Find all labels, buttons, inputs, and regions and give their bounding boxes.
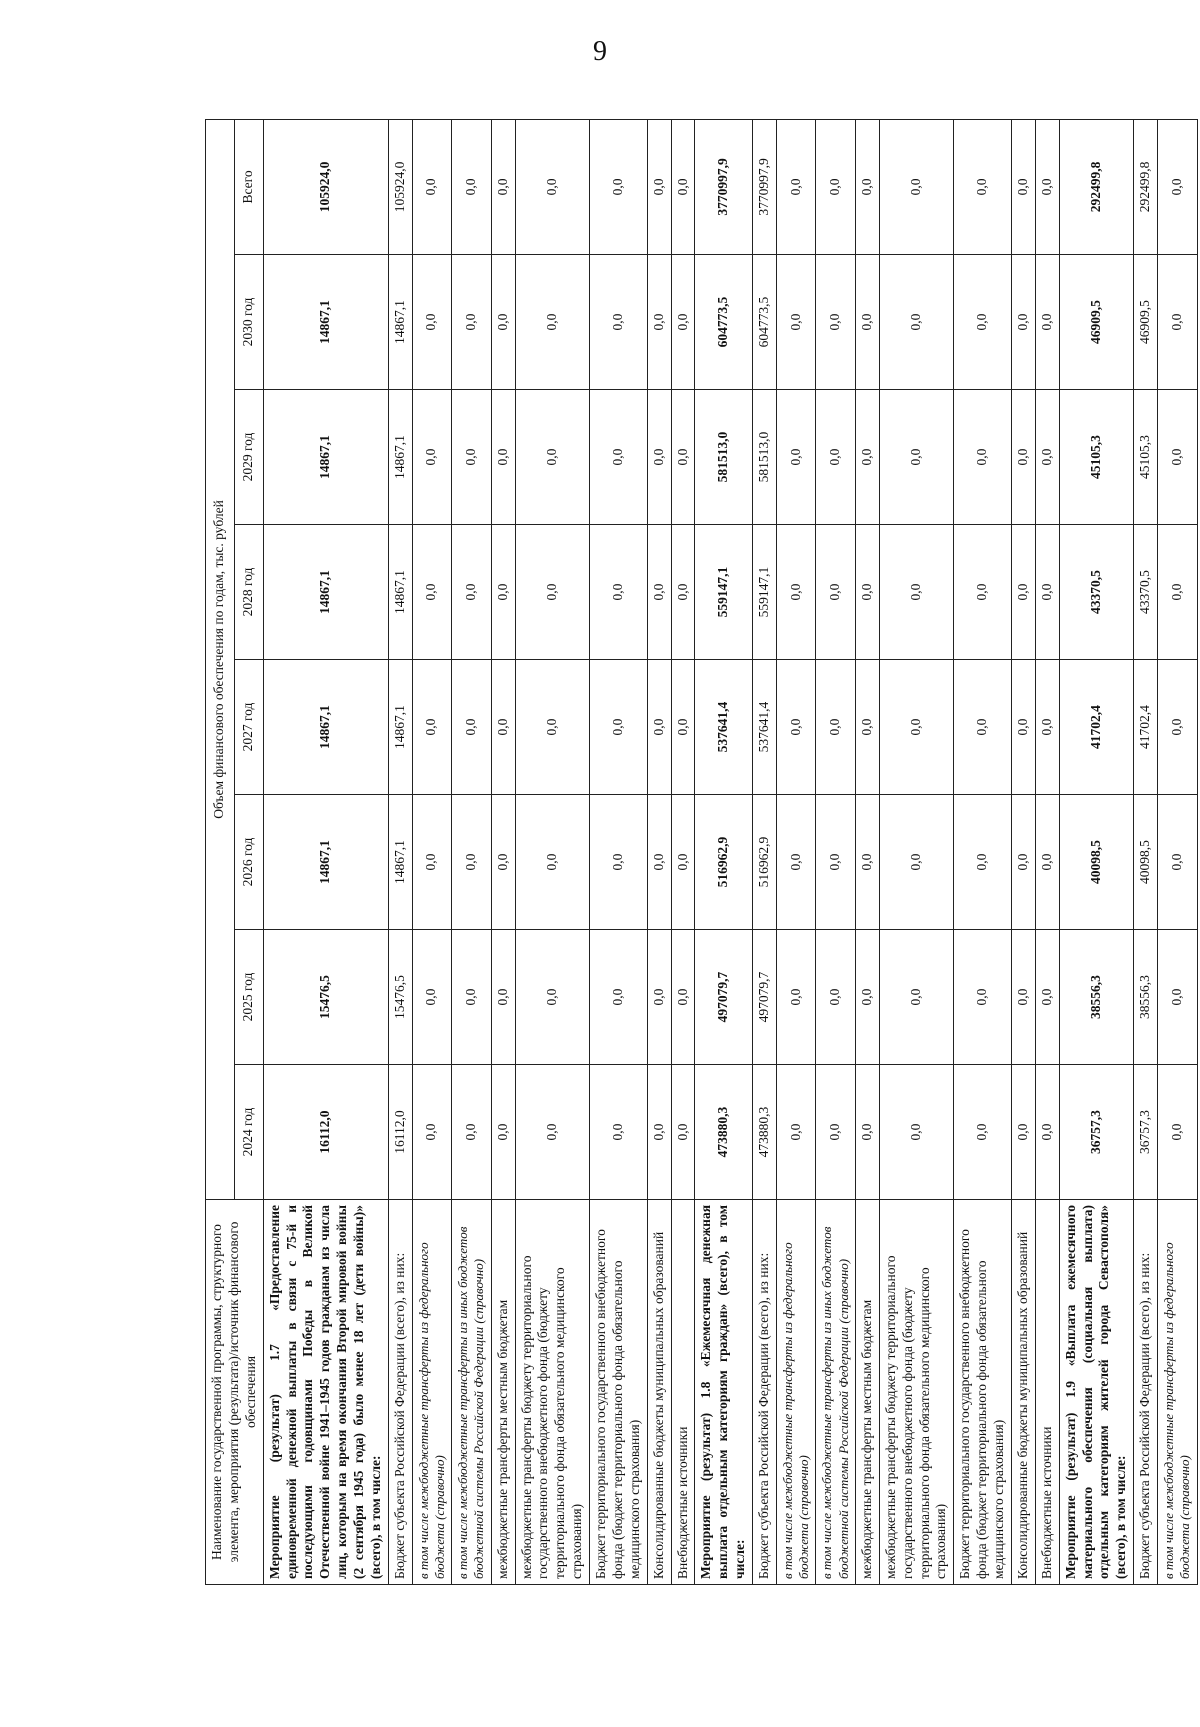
header-year: 2030 год <box>234 255 263 390</box>
row-value-cell: 0,0 <box>491 795 515 930</box>
row-value-cell: 0,0 <box>515 390 590 525</box>
row-total-cell: 3770997,9 <box>753 119 777 254</box>
row-value-cell: 0,0 <box>879 525 954 660</box>
row-value-cell: 604773,5 <box>753 255 777 390</box>
row-value-cell: 16112,0 <box>263 1065 388 1200</box>
table-row <box>816 119 856 1584</box>
row-value-cell: 0,0 <box>452 255 492 390</box>
row-name: Мероприятие (результат) 1.9 «Выплата ежемесячного материального обеспечения (социальная выплата) отдельным категориям жителей города Севастополя» (всего), в том числе: <box>1059 1200 1134 1585</box>
row-name: в том числе межбюджетные трансферты из федерального бюджета (справочно) <box>1158 1200 1198 1585</box>
row-value-cell: 0,0 <box>647 660 671 795</box>
row-value-cell: 0,0 <box>1035 1065 1059 1200</box>
row-value-cell: 0,0 <box>954 660 1012 795</box>
row-value-cell: 14867,1 <box>263 255 388 390</box>
row-value-cell: 0,0 <box>776 930 816 1065</box>
row-value-cell: 43370,5 <box>1134 525 1158 660</box>
row-value-cell: 0,0 <box>1011 660 1035 795</box>
header-year: 2029 год <box>234 390 263 525</box>
row-value-cell: 0,0 <box>855 255 879 390</box>
table-row <box>695 119 753 1584</box>
row-name: Внебюджетные источники <box>671 1200 695 1585</box>
row-value-cell: 14867,1 <box>263 390 388 525</box>
row-value-cell: 0,0 <box>1035 525 1059 660</box>
row-name: Бюджет субъекта Российской Федерации (всего), из них: <box>1134 1200 1158 1585</box>
table-row <box>590 119 648 1584</box>
row-value-cell: 0,0 <box>590 390 648 525</box>
row-name: в том числе межбюджетные трансферты из иных бюджетов бюджетной системы Российской Федерации (справочно) <box>816 1200 856 1585</box>
row-value-cell: 15476,5 <box>263 930 388 1065</box>
row-value-cell: 0,0 <box>1158 1065 1198 1200</box>
row-value-cell: 0,0 <box>515 930 590 1065</box>
row-value-cell: 0,0 <box>1011 1065 1035 1200</box>
row-value-cell: 0,0 <box>515 255 590 390</box>
row-value-cell: 14867,1 <box>263 525 388 660</box>
row-value-cell: 497079,7 <box>753 930 777 1065</box>
row-value-cell: 45105,3 <box>1134 390 1158 525</box>
row-value-cell: 0,0 <box>1158 930 1198 1065</box>
row-value-cell: 0,0 <box>879 255 954 390</box>
row-value-cell: 36757,3 <box>1059 1065 1134 1200</box>
row-total-cell: 0,0 <box>879 119 954 254</box>
row-value-cell: 0,0 <box>412 1065 452 1200</box>
row-value-cell: 0,0 <box>1158 525 1198 660</box>
row-value-cell: 40098,5 <box>1134 795 1158 930</box>
row-value-cell: 0,0 <box>855 390 879 525</box>
row-value-cell: 0,0 <box>412 930 452 1065</box>
row-value-cell: 14867,1 <box>263 795 388 930</box>
row-value-cell: 559147,1 <box>695 525 753 660</box>
header-name-col: Наименование государственной программы, структурного элемента, мероприятия (результата)/источник финансового обеспечения <box>206 1200 264 1585</box>
row-value-cell: 0,0 <box>855 525 879 660</box>
row-value-cell: 0,0 <box>954 525 1012 660</box>
row-value-cell: 0,0 <box>816 255 856 390</box>
row-name: Консолидированные бюджеты муниципальных образований <box>1011 1200 1035 1585</box>
row-value-cell: 0,0 <box>776 255 816 390</box>
row-value-cell: 0,0 <box>412 390 452 525</box>
row-value-cell: 0,0 <box>590 795 648 930</box>
table-row <box>753 119 777 1584</box>
row-value-cell: 0,0 <box>1035 390 1059 525</box>
row-value-cell: 581513,0 <box>695 390 753 525</box>
row-value-cell: 0,0 <box>412 525 452 660</box>
table-row <box>879 119 954 1584</box>
row-name: межбюджетные трансферты бюджету территориального государственного внебюджетного фонда (бюджету территориального фонда обязательного медицинского страхования) <box>879 1200 954 1585</box>
table-row <box>1158 119 1198 1584</box>
row-value-cell: 0,0 <box>491 390 515 525</box>
row-value-cell: 0,0 <box>855 1065 879 1200</box>
row-value-cell: 0,0 <box>879 390 954 525</box>
row-value-cell: 0,0 <box>452 1065 492 1200</box>
row-total-cell: 0,0 <box>954 119 1012 254</box>
row-name: межбюджетные трансферты местным бюджетам <box>491 1200 515 1585</box>
header-volume-title: Объем финансового обеспечения по годам, тыс. рублей <box>206 119 235 1199</box>
row-value-cell: 0,0 <box>647 930 671 1065</box>
row-value-cell: 0,0 <box>452 795 492 930</box>
header-year: 2024 год <box>234 1065 263 1200</box>
row-value-cell: 0,0 <box>1011 255 1035 390</box>
row-value-cell: 0,0 <box>816 525 856 660</box>
row-value-cell: 0,0 <box>816 795 856 930</box>
table-row <box>452 119 492 1584</box>
row-total-cell: 0,0 <box>647 119 671 254</box>
row-value-cell: 497079,7 <box>695 930 753 1065</box>
row-value-cell: 0,0 <box>671 660 695 795</box>
row-value-cell: 0,0 <box>1035 795 1059 930</box>
table-row <box>647 119 671 1584</box>
row-value-cell: 0,0 <box>1035 930 1059 1065</box>
table-row <box>671 119 695 1584</box>
row-total-cell: 3770997,9 <box>695 119 753 254</box>
table-row <box>1134 119 1158 1584</box>
row-total-cell: 105924,0 <box>388 119 412 254</box>
row-value-cell: 14867,1 <box>388 390 412 525</box>
header-year: 2026 год <box>234 795 263 930</box>
row-value-cell: 0,0 <box>590 255 648 390</box>
row-value-cell: 0,0 <box>671 1065 695 1200</box>
row-value-cell: 16112,0 <box>388 1065 412 1200</box>
row-value-cell: 0,0 <box>671 390 695 525</box>
row-value-cell: 0,0 <box>879 795 954 930</box>
row-total-cell: 0,0 <box>1158 119 1198 254</box>
table-row <box>491 119 515 1584</box>
row-name: Бюджет субъекта Российской Федерации (всего), из них: <box>388 1200 412 1585</box>
header-year: 2025 год <box>234 930 263 1065</box>
row-value-cell: 0,0 <box>491 525 515 660</box>
row-value-cell: 14867,1 <box>388 255 412 390</box>
row-total-cell: 0,0 <box>515 119 590 254</box>
row-value-cell: 0,0 <box>776 795 816 930</box>
row-value-cell: 0,0 <box>855 660 879 795</box>
row-value-cell: 0,0 <box>671 525 695 660</box>
row-value-cell: 0,0 <box>590 1065 648 1200</box>
row-value-cell: 0,0 <box>491 1065 515 1200</box>
row-value-cell: 0,0 <box>671 255 695 390</box>
header-year: 2027 год <box>234 660 263 795</box>
row-value-cell: 0,0 <box>954 795 1012 930</box>
row-value-cell: 14867,1 <box>388 525 412 660</box>
financing-table <box>205 119 1198 1585</box>
row-name: Мероприятие (результат) 1.7 «Предоставление единовременной денежной выплаты в связи с 75-й и последующими годовщинами Победы в Великой Отечественной войне 1941–1945 годов гражданам из числа лиц, которым на время окончания Второй мировой войны (2 сентября 1945 года) было менее 18 лет (дети войны)» (всего), в том числе: <box>263 1200 388 1585</box>
rotated-table-wrapper <box>205 120 1200 1585</box>
row-value-cell: 0,0 <box>452 660 492 795</box>
row-value-cell: 46909,5 <box>1134 255 1158 390</box>
row-value-cell: 0,0 <box>515 525 590 660</box>
row-value-cell: 0,0 <box>816 390 856 525</box>
table-row <box>263 119 388 1584</box>
row-total-cell: 0,0 <box>776 119 816 254</box>
row-value-cell: 0,0 <box>515 795 590 930</box>
row-value-cell: 0,0 <box>954 255 1012 390</box>
row-value-cell: 0,0 <box>412 660 452 795</box>
row-value-cell: 0,0 <box>1011 795 1035 930</box>
row-name: Мероприятие (результат) 1.8 «Ежемесячная денежная выплата отдельным категориям граждан» (всего), в том числе: <box>695 1200 753 1585</box>
row-name: Внебюджетные источники <box>1035 1200 1059 1585</box>
row-value-cell: 0,0 <box>1035 660 1059 795</box>
row-value-cell: 0,0 <box>452 390 492 525</box>
row-name: Бюджет территориального государственного внебюджетного фонда (бюджет территориального фонда обязательного медицинского страхования) <box>590 1200 648 1585</box>
row-value-cell: 537641,4 <box>753 660 777 795</box>
row-value-cell: 41702,4 <box>1134 660 1158 795</box>
table-body <box>263 119 1197 1584</box>
table-row <box>954 119 1012 1584</box>
row-total-cell: 292499,8 <box>1134 119 1158 254</box>
row-total-cell: 0,0 <box>1035 119 1059 254</box>
row-value-cell: 0,0 <box>647 1065 671 1200</box>
row-value-cell: 0,0 <box>491 660 515 795</box>
header-row-top <box>206 119 235 1584</box>
row-value-cell: 0,0 <box>647 390 671 525</box>
row-value-cell: 38556,3 <box>1134 930 1158 1065</box>
row-name: межбюджетные трансферты бюджету территориального государственного внебюджетного фонда (бюджету территориального фонда обязательного медицинского страхования) <box>515 1200 590 1585</box>
row-value-cell: 45105,3 <box>1059 390 1134 525</box>
header-year: 2028 год <box>234 525 263 660</box>
row-value-cell: 14867,1 <box>263 660 388 795</box>
row-total-cell: 0,0 <box>671 119 695 254</box>
row-value-cell: 0,0 <box>671 795 695 930</box>
row-total-cell: 0,0 <box>816 119 856 254</box>
row-value-cell: 516962,9 <box>753 795 777 930</box>
row-value-cell: 0,0 <box>776 1065 816 1200</box>
row-value-cell: 0,0 <box>412 795 452 930</box>
row-name: Бюджет территориального государственного внебюджетного фонда (бюджет территориального фонда обязательного медицинского страхования) <box>954 1200 1012 1585</box>
row-value-cell: 41702,4 <box>1059 660 1134 795</box>
row-value-cell: 0,0 <box>491 255 515 390</box>
row-value-cell: 0,0 <box>1158 660 1198 795</box>
row-value-cell: 14867,1 <box>388 660 412 795</box>
row-value-cell: 0,0 <box>954 930 1012 1065</box>
row-value-cell: 0,0 <box>647 525 671 660</box>
table-row <box>412 119 452 1584</box>
row-value-cell: 0,0 <box>776 660 816 795</box>
row-value-cell: 40098,5 <box>1059 795 1134 930</box>
table-row <box>1011 119 1035 1584</box>
row-value-cell: 0,0 <box>452 525 492 660</box>
row-value-cell: 0,0 <box>515 660 590 795</box>
row-value-cell: 38556,3 <box>1059 930 1134 1065</box>
row-value-cell: 0,0 <box>647 255 671 390</box>
row-value-cell: 473880,3 <box>695 1065 753 1200</box>
row-value-cell: 0,0 <box>1158 795 1198 930</box>
row-value-cell: 0,0 <box>1011 525 1035 660</box>
row-value-cell: 46909,5 <box>1059 255 1134 390</box>
row-value-cell: 0,0 <box>816 930 856 1065</box>
row-value-cell: 36757,3 <box>1134 1065 1158 1200</box>
row-value-cell: 0,0 <box>491 930 515 1065</box>
row-value-cell: 0,0 <box>647 795 671 930</box>
table-row <box>1059 119 1134 1584</box>
row-total-cell: 0,0 <box>491 119 515 254</box>
row-total-cell: 0,0 <box>1011 119 1035 254</box>
row-value-cell: 516962,9 <box>695 795 753 930</box>
row-value-cell: 0,0 <box>816 1065 856 1200</box>
row-name: Консолидированные бюджеты муниципальных образований <box>647 1200 671 1585</box>
row-total-cell: 0,0 <box>452 119 492 254</box>
row-value-cell: 559147,1 <box>753 525 777 660</box>
table-row <box>515 119 590 1584</box>
row-value-cell: 537641,4 <box>695 660 753 795</box>
row-value-cell: 43370,5 <box>1059 525 1134 660</box>
row-value-cell: 0,0 <box>671 930 695 1065</box>
table-row <box>388 119 412 1584</box>
row-value-cell: 0,0 <box>954 390 1012 525</box>
row-total-cell: 0,0 <box>412 119 452 254</box>
row-value-cell: 0,0 <box>855 930 879 1065</box>
row-name: в том числе межбюджетные трансферты из федерального бюджета (справочно) <box>412 1200 452 1585</box>
table-row <box>855 119 879 1584</box>
row-name: в том числе межбюджетные трансферты из иных бюджетов бюджетной системы Российской Федерации (справочно) <box>452 1200 492 1585</box>
row-value-cell: 0,0 <box>515 1065 590 1200</box>
row-name: межбюджетные трансферты местным бюджетам <box>855 1200 879 1585</box>
row-total-cell: 105924,0 <box>263 119 388 254</box>
table-row <box>776 119 816 1584</box>
row-value-cell: 604773,5 <box>695 255 753 390</box>
row-value-cell: 0,0 <box>1158 255 1198 390</box>
row-value-cell: 0,0 <box>776 525 816 660</box>
page-number: 9 <box>593 36 607 67</box>
row-total-cell: 292499,8 <box>1059 119 1134 254</box>
row-value-cell: 0,0 <box>879 660 954 795</box>
row-total-cell: 0,0 <box>855 119 879 254</box>
row-value-cell: 0,0 <box>412 255 452 390</box>
row-value-cell: 0,0 <box>1158 390 1198 525</box>
row-name: Бюджет субъекта Российской Федерации (всего), из них: <box>753 1200 777 1585</box>
row-value-cell: 473880,3 <box>753 1065 777 1200</box>
row-value-cell: 0,0 <box>452 930 492 1065</box>
row-value-cell: 0,0 <box>855 795 879 930</box>
table-row <box>1035 119 1059 1584</box>
row-value-cell: 14867,1 <box>388 795 412 930</box>
row-total-cell: 0,0 <box>590 119 648 254</box>
row-value-cell: 0,0 <box>776 390 816 525</box>
header-total: Всего <box>234 119 263 254</box>
row-value-cell: 0,0 <box>1011 930 1035 1065</box>
row-value-cell: 0,0 <box>879 1065 954 1200</box>
row-value-cell: 0,0 <box>1035 255 1059 390</box>
row-value-cell: 0,0 <box>954 1065 1012 1200</box>
row-value-cell: 0,0 <box>590 660 648 795</box>
row-value-cell: 581513,0 <box>753 390 777 525</box>
row-name: в том числе межбюджетные трансферты из федерального бюджета (справочно) <box>776 1200 816 1585</box>
row-value-cell: 0,0 <box>590 930 648 1065</box>
row-value-cell: 0,0 <box>1011 390 1035 525</box>
row-value-cell: 0,0 <box>816 660 856 795</box>
row-value-cell: 0,0 <box>879 930 954 1065</box>
row-value-cell: 15476,5 <box>388 930 412 1065</box>
row-value-cell: 0,0 <box>590 525 648 660</box>
